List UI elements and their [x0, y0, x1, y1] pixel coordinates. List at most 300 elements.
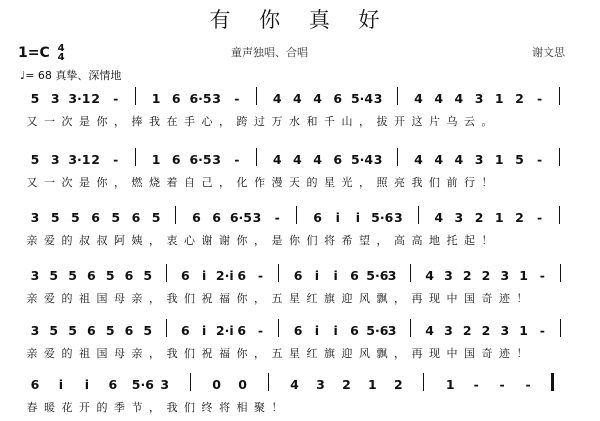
lyric-char: 的	[96, 401, 108, 414]
note: 3	[500, 323, 510, 338]
note: 3	[500, 268, 510, 283]
lyric-char: 国	[464, 347, 475, 360]
lyric-char: 迹	[499, 347, 510, 360]
lyric-char: ，	[114, 176, 125, 189]
lyric-char: ，	[114, 115, 125, 128]
lyric-char: 千	[324, 115, 335, 128]
note: 6	[30, 377, 40, 392]
lyric-char: 红	[306, 292, 318, 305]
lyric-char: 阿	[114, 234, 125, 247]
lyric-char: 星	[289, 347, 300, 360]
lyric-char: 迎	[341, 347, 353, 360]
score-row	[0, 377, 600, 421]
lyric-char: 姨	[131, 234, 143, 247]
song-title: 有 你 真 好	[209, 8, 391, 32]
note: 3	[373, 91, 383, 106]
note: 6	[87, 323, 96, 338]
note: 5	[49, 323, 59, 338]
note: 5	[71, 210, 80, 225]
lyric-char: ，	[359, 115, 370, 128]
lyric-char: 春	[26, 401, 38, 414]
lyric-char: 亲	[131, 292, 143, 305]
lyric-char: 祖	[79, 292, 90, 305]
lyric-char: 现	[429, 292, 440, 305]
note: -	[234, 152, 240, 167]
note: 5	[143, 323, 153, 338]
barline	[135, 148, 136, 166]
lyric-char: 五	[271, 347, 283, 360]
note: 5·6	[131, 377, 154, 392]
lyric-char: ！	[516, 347, 528, 360]
note: 6	[313, 210, 322, 225]
lyric-char: 再	[411, 292, 423, 305]
note: 4	[272, 91, 282, 106]
note: 3	[474, 91, 484, 106]
note: 4	[454, 152, 464, 167]
lyric-char: 现	[429, 347, 440, 360]
lyric-char: 你	[236, 292, 248, 305]
note: 3	[252, 210, 262, 225]
lyric-char: 漫	[271, 176, 283, 189]
note: 3	[373, 152, 383, 167]
note: 5	[105, 323, 115, 338]
lyric-char: 你	[236, 234, 248, 247]
lyric-char: 着	[166, 176, 178, 189]
lyric-char: 迹	[499, 292, 510, 305]
note: 2	[515, 210, 524, 225]
lyric-char: 在	[166, 115, 178, 128]
lyric-char: 谢	[219, 234, 230, 247]
note: 3	[50, 152, 60, 167]
note: 4	[313, 152, 322, 167]
lyric-char: 捧	[131, 115, 143, 128]
barline	[559, 206, 560, 224]
note: -	[537, 152, 543, 167]
lyric-char: 节	[131, 401, 143, 414]
note: 2	[91, 91, 100, 106]
lyric-char: 迎	[341, 292, 353, 305]
note: 2	[481, 268, 491, 283]
lyric-char: 你	[96, 115, 108, 128]
lyric-char: 己	[201, 176, 213, 189]
lyric-char: 开	[79, 401, 90, 414]
lyric-char: 开	[394, 115, 405, 128]
lyric-char: 风	[359, 347, 370, 360]
note: 3	[454, 210, 464, 225]
note: 3	[387, 268, 397, 283]
note: 6	[108, 377, 118, 392]
note: i	[314, 268, 320, 283]
lyric-char: 爱	[44, 347, 55, 360]
note: 2·i	[215, 268, 234, 283]
note: -	[473, 377, 479, 392]
lyric-char: ，	[359, 176, 370, 189]
barline	[423, 373, 424, 391]
note: 6·5	[189, 152, 212, 167]
note: 1	[519, 323, 528, 338]
note: 3	[474, 152, 484, 167]
lyric-char: ，	[254, 234, 265, 247]
note: 4	[293, 152, 302, 167]
note: 3	[212, 91, 221, 106]
note: 6	[87, 268, 96, 283]
note: 1	[445, 377, 455, 392]
note: -	[537, 91, 543, 106]
note: 5·6	[371, 210, 394, 225]
note: 4	[454, 91, 464, 106]
tempo-marking: ♩= 68 真挚、深情地	[20, 69, 122, 82]
lyric-char: 前	[446, 176, 458, 189]
lyric-char: 奇	[481, 347, 493, 360]
lyric-char: 过	[254, 115, 265, 128]
note: 2	[515, 91, 524, 106]
lyric-char: 拔	[376, 115, 388, 128]
barline	[268, 373, 269, 391]
barline	[560, 319, 561, 337]
lyric-char: 的	[61, 234, 73, 247]
note: 2	[462, 323, 472, 338]
note: 3	[30, 210, 40, 225]
lyric-char: 起	[464, 234, 475, 247]
lyric-char: 们	[429, 176, 440, 189]
time-signature	[58, 44, 65, 62]
barline	[397, 87, 398, 105]
note: 4	[425, 323, 434, 338]
lyric-char: ！	[481, 234, 493, 247]
note: 0	[212, 377, 221, 392]
note: 6	[131, 210, 141, 225]
lyric-char: 水	[289, 115, 300, 128]
note: 5	[111, 210, 121, 225]
note: 5	[49, 268, 59, 283]
lyric-char: 星	[324, 176, 335, 189]
key-label: 1=C	[18, 45, 50, 61]
note: i	[201, 323, 207, 338]
lyric-char: 国	[464, 292, 475, 305]
note: 2	[342, 377, 351, 392]
note: i	[335, 210, 340, 225]
barline	[190, 373, 191, 391]
lyric-char: 将	[324, 234, 335, 247]
note: 6	[237, 268, 247, 283]
lyric-char: 山	[341, 115, 353, 128]
lyric-char: ，	[149, 234, 160, 247]
lyric-char: 你	[236, 347, 248, 360]
note: 2	[474, 210, 484, 225]
lyric-char: 行	[464, 176, 475, 189]
lyric-char: 照	[376, 176, 388, 189]
lyric-char: ！	[516, 292, 528, 305]
barline	[278, 319, 279, 337]
note: 6	[293, 323, 303, 338]
lyric-char: 相	[236, 401, 248, 414]
key-signature	[18, 44, 65, 62]
lyric-char: 祝	[201, 292, 213, 305]
lyric-char: 万	[271, 115, 283, 128]
lyric-char: 奇	[481, 292, 493, 305]
note: 6	[171, 91, 181, 106]
barline	[397, 148, 398, 166]
note: 4	[313, 91, 322, 106]
note: 4	[434, 152, 444, 167]
note: -	[525, 377, 531, 392]
barline	[410, 319, 411, 337]
note: 6	[124, 323, 134, 338]
lyric-char: 叔	[79, 234, 90, 247]
lyric-char: 希	[341, 234, 353, 247]
lyric-char: 地	[429, 234, 440, 247]
lyric-char: 这	[411, 115, 423, 128]
note: 5	[30, 91, 40, 106]
barline	[278, 264, 279, 282]
barline	[256, 87, 257, 105]
note: 2	[393, 377, 403, 392]
lyric-char: 片	[429, 115, 440, 128]
note: 1	[368, 377, 377, 392]
lyric-char: 母	[114, 292, 125, 305]
note: -	[234, 91, 240, 106]
lyric-char: 我	[149, 115, 160, 128]
lyric-char: 乌	[446, 115, 458, 128]
lyric-char: 将	[219, 401, 230, 414]
note: -	[539, 323, 545, 338]
note: 3	[444, 323, 453, 338]
lyric-char: 天	[289, 176, 300, 189]
lyric-char: 衷	[166, 234, 178, 247]
lyric-char: 祝	[201, 347, 213, 360]
barline	[560, 264, 561, 282]
lyric-char: 自	[184, 176, 195, 189]
note: 5	[515, 152, 524, 167]
score-row	[0, 210, 600, 254]
lyric-char: 一	[44, 176, 55, 189]
lyric-char: 又	[26, 176, 38, 189]
note: 1	[494, 210, 504, 225]
note: 5·6	[366, 268, 389, 283]
lyric-char: 红	[306, 347, 318, 360]
lyric-char: 次	[61, 115, 73, 128]
note: i	[333, 323, 338, 338]
lyric-char: 次	[61, 176, 73, 189]
lyric-char: ，	[219, 115, 230, 128]
score-row	[0, 323, 600, 367]
note: 1	[494, 91, 504, 106]
note: 3	[30, 323, 40, 338]
lyric-char: 飘	[376, 292, 388, 305]
lyric-char: 们	[184, 292, 195, 305]
lyric-char: 祖	[79, 347, 90, 360]
lyric-char: 星	[289, 292, 300, 305]
note: 1	[151, 91, 161, 106]
note: 3	[160, 377, 170, 392]
note: 1	[519, 268, 528, 283]
note: 5·4	[350, 91, 374, 106]
lyric-char: 亲	[26, 292, 38, 305]
barline	[410, 264, 411, 282]
note: -	[274, 210, 280, 225]
lyric-char: ，	[149, 401, 160, 414]
note: 4	[434, 91, 444, 106]
score-row	[0, 152, 600, 196]
lyric-char: 又	[26, 115, 38, 128]
note: 3	[387, 323, 397, 338]
note: 6	[237, 323, 247, 338]
lyric-char: 心	[184, 234, 195, 247]
lyric-char: 聚	[254, 401, 265, 414]
lyric-char: 我	[411, 176, 423, 189]
lyric-char: ，	[376, 234, 388, 247]
lyric-char: 飘	[376, 347, 388, 360]
note: i	[201, 268, 207, 283]
lyric-char: 我	[166, 347, 178, 360]
lyric-char: 旗	[324, 292, 335, 305]
note: -	[113, 91, 119, 106]
note: -	[499, 377, 505, 392]
lyric-char: 终	[201, 401, 213, 414]
note: 6	[333, 91, 343, 106]
lyric-char: 爱	[44, 292, 55, 305]
lyric-char: 的	[306, 176, 318, 189]
note: 6·5	[189, 91, 212, 106]
lyric-char: 们	[184, 347, 195, 360]
note: 5	[50, 210, 60, 225]
lyric-char: 爱	[44, 234, 55, 247]
note: 3	[444, 268, 453, 283]
lyric-char: 亮	[394, 176, 405, 189]
score-row	[0, 91, 600, 135]
lyric-char: 谢	[201, 234, 213, 247]
note: 6	[192, 210, 201, 225]
barline	[166, 264, 167, 282]
note: 4	[425, 268, 434, 283]
lyric-char: 是	[271, 234, 283, 247]
time-bottom: 4	[57, 52, 65, 63]
lyric-char: 和	[306, 115, 318, 128]
note: 1	[151, 152, 161, 167]
performance-style: 童声独唱、合唱	[231, 46, 308, 59]
lyric-char: ，	[394, 292, 405, 305]
lyric-char: 手	[184, 115, 195, 128]
lyric-char: 燃	[131, 176, 143, 189]
note: -	[113, 152, 119, 167]
note: 6	[180, 268, 190, 283]
note: 4	[293, 91, 302, 106]
lyric-char: 中	[446, 292, 458, 305]
lyric-char: 季	[114, 401, 125, 414]
barline	[559, 87, 560, 105]
note: i	[355, 210, 361, 225]
note: 1	[494, 152, 504, 167]
score-row	[0, 268, 600, 312]
barline	[559, 148, 560, 166]
note: 3	[393, 210, 403, 225]
note: 6	[293, 268, 303, 283]
lyric-char: 的	[61, 347, 73, 360]
lyric-char: 中	[446, 347, 458, 360]
lyric-char: 们	[306, 234, 318, 247]
lyric-char: 。	[481, 115, 493, 128]
note: 6	[333, 152, 343, 167]
note: -	[537, 210, 543, 225]
author: 谢文思	[532, 46, 565, 59]
note: -	[539, 268, 545, 283]
lyric-char: 是	[79, 176, 90, 189]
note: -	[257, 268, 264, 283]
note: 2·i	[215, 323, 234, 338]
note: 4	[434, 210, 444, 225]
note: 6	[124, 268, 134, 283]
note: 6	[350, 268, 359, 283]
note: 6	[171, 152, 181, 167]
note: -	[257, 323, 264, 338]
lyric-char: 一	[44, 115, 55, 128]
note: 4	[272, 152, 282, 167]
lyric-char: 你	[289, 234, 300, 247]
lyric-char: 光	[341, 176, 353, 189]
lyric-char: 国	[96, 347, 108, 360]
lyric-char: 你	[96, 176, 108, 189]
lyric-char: 托	[446, 234, 458, 247]
lyric-char: 烧	[149, 176, 160, 189]
lyric-char: 五	[271, 292, 283, 305]
lyric-char: 的	[61, 292, 73, 305]
note: 5·6	[366, 323, 389, 338]
lyric-char: ，	[149, 292, 160, 305]
lyric-char: 我	[166, 401, 178, 414]
note: 5	[68, 323, 77, 338]
lyric-char: 我	[166, 292, 178, 305]
note: i	[58, 377, 64, 392]
lyric-char: ，	[394, 347, 405, 360]
lyric-char: 亲	[26, 234, 38, 247]
note: 3·1	[68, 152, 91, 167]
barline	[135, 87, 136, 105]
lyric-char: 望	[359, 234, 370, 247]
lyric-char: 再	[411, 347, 423, 360]
lyric-char: 暖	[44, 401, 55, 414]
note: 5	[151, 210, 161, 225]
lyric-char: ，	[149, 347, 160, 360]
lyric-char: ！	[271, 401, 283, 414]
note: i	[333, 268, 338, 283]
note: 4	[414, 91, 423, 106]
note: 6	[91, 210, 100, 225]
note: 6	[180, 323, 190, 338]
lyric-char: 亲	[26, 347, 38, 360]
note: 3	[316, 377, 325, 392]
note: 5·4	[350, 152, 374, 167]
lyric-char: 国	[96, 292, 108, 305]
note: i	[84, 377, 90, 392]
note: 3	[30, 268, 40, 283]
lyric-char: ，	[254, 347, 265, 360]
lyric-char: ！	[481, 176, 493, 189]
lyric-char: 高	[411, 234, 423, 247]
note: 4	[290, 377, 299, 392]
lyric-char: ，	[254, 292, 265, 305]
lyric-char: 叔	[96, 234, 108, 247]
lyric-char: 花	[61, 401, 73, 414]
lyric-char: 化	[236, 176, 248, 189]
note: 6·5	[229, 210, 252, 225]
lyric-char: 云	[464, 115, 475, 128]
barline	[418, 206, 419, 224]
note: 0	[238, 377, 247, 392]
note: 4	[414, 152, 423, 167]
time-top: 4	[57, 43, 65, 54]
note: 6	[212, 210, 221, 225]
note: 3·1	[68, 91, 91, 106]
